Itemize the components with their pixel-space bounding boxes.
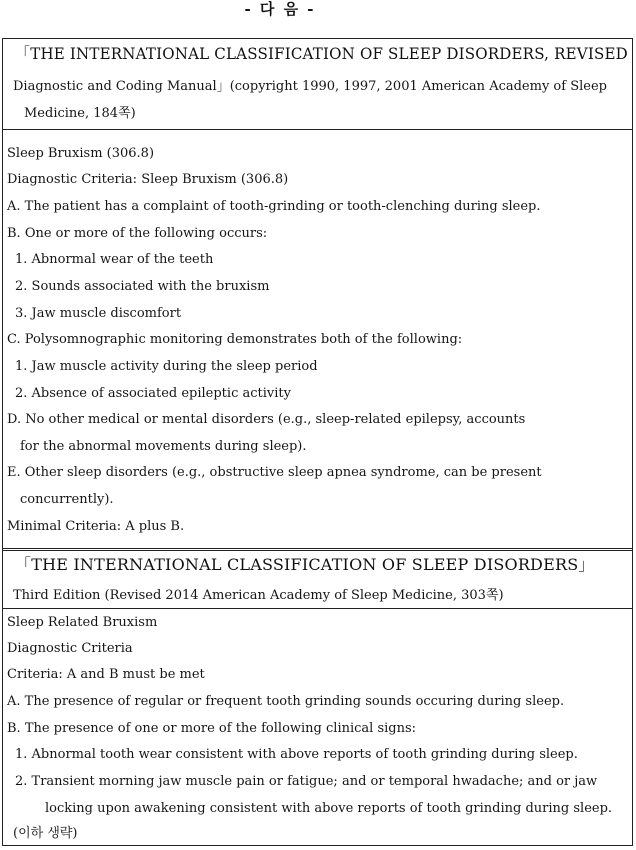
criteria-line: Sleep Related Bruxism xyxy=(7,615,158,630)
omission-note: (이하 생략) xyxy=(13,826,78,841)
criteria-subitem: 1. Jaw muscle activity during the sleep period xyxy=(15,359,318,374)
criteria-line: Diagnostic Criteria xyxy=(7,641,133,656)
criteria-line: Sleep Bruxism (306.8) xyxy=(7,146,155,161)
criteria-line-continued: for the abnormal movements during sleep). xyxy=(20,439,307,454)
criteria-line: D. No other medical or mental disorders (e.g., sleep-related epilepsy, accounts xyxy=(7,412,526,427)
criteria-subitem: 3. Jaw muscle discomfort xyxy=(15,306,182,321)
source-subtitle-1b: Medicine, 184쪽) xyxy=(24,106,136,121)
criteria-subitem: 2. Sounds associated with the bruxism xyxy=(15,279,270,294)
source-title-2: 「THE INTERNATIONAL CLASSIFICATION OF SLEEP DISORDERS」 xyxy=(15,555,595,574)
criteria-subitem: 1. Abnormal tooth wear consistent with above reports of tooth grinding during sleep. xyxy=(15,747,578,762)
criteria-subitem: 1. Abnormal wear of the teeth xyxy=(15,252,214,267)
criteria-line: Diagnostic Criteria: Sleep Bruxism (306.8) xyxy=(7,172,289,187)
criteria-line-continued: locking upon awakening consistent with above reports of tooth grinding during sleep. xyxy=(45,801,613,816)
divider-1 xyxy=(2,129,633,130)
criteria-line-continued: concurrently). xyxy=(20,492,114,507)
divider-2 xyxy=(2,548,633,551)
criteria-subitem: 2. Transient morning jaw muscle pain or fatigue; and or temporal hwadache; and or jaw xyxy=(15,774,598,789)
criteria-subitem: 2. Absence of associated epileptic activity xyxy=(15,386,291,401)
document-heading: - 다 음 - xyxy=(244,0,316,18)
source-subtitle-2: Third Edition (Revised 2014 American Academy of Sleep Medicine, 303쪽) xyxy=(13,588,504,603)
criteria-line: A. The presence of regular or frequent tooth grinding sounds occuring during sleep. xyxy=(7,694,565,709)
source-title-1: 「THE INTERNATIONAL CLASSIFICATION OF SLEEP DISORDERS, REVISED xyxy=(15,44,628,63)
source-subtitle-1: Diagnostic and Coding Manual」(copyright 1990, 1997, 2001 American Academy of Sleep xyxy=(13,79,607,94)
criteria-line: Criteria: A and B must be met xyxy=(7,667,205,682)
criteria-line: C. Polysomnographic monitoring demonstrates both of the following: xyxy=(7,332,463,347)
criteria-line: B. The presence of one or more of the following clinical signs: xyxy=(7,721,417,736)
criteria-line: A. The patient has a complaint of tooth-grinding or tooth-clenching during sleep. xyxy=(7,199,541,214)
divider-3 xyxy=(2,608,633,609)
criteria-line: B. One or more of the following occurs: xyxy=(7,226,268,241)
criteria-line: Minimal Criteria: A plus B. xyxy=(7,519,185,534)
criteria-line: E. Other sleep disorders (e.g., obstructive sleep apnea syndrome, can be present xyxy=(7,465,542,480)
